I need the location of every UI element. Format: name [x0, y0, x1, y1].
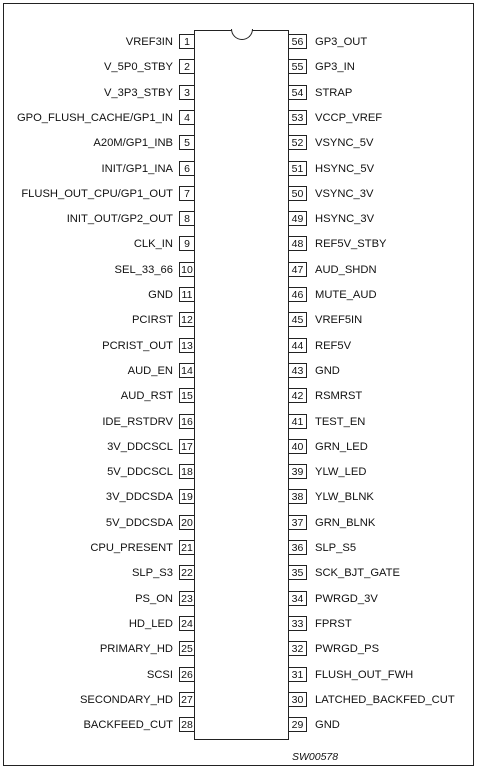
- pin-row-left: [0, 186, 195, 202]
- pin-name: REF5V: [315, 339, 352, 352]
- pin-row-right: [288, 236, 468, 252]
- pin-row-right: [288, 414, 468, 430]
- pin-name: V_3P3_STBY: [103, 86, 173, 99]
- pin-number: 32: [288, 641, 307, 656]
- pin-name: 5V_DDCSDA: [105, 516, 173, 529]
- pin-name: PRIMARY_HD: [99, 643, 173, 656]
- pin-number: 47: [288, 262, 307, 277]
- pin-name: STRAP: [315, 86, 353, 99]
- pin-name: SECONDARY_HD: [79, 693, 173, 706]
- pin-number: 51: [288, 161, 307, 176]
- pin-row-right: [288, 692, 468, 708]
- pin-name: 3V_DDCSDA: [105, 491, 173, 504]
- pin-row-left: [0, 85, 195, 101]
- pin-number: 2: [179, 59, 195, 74]
- pin-row-left: [0, 388, 195, 404]
- pin-number: 42: [288, 388, 307, 403]
- pin-name: V_5P0_STBY: [103, 61, 173, 74]
- pin-name: VSYNC_5V: [315, 137, 374, 150]
- pin-name: LATCHED_BACKFED_CUT: [315, 693, 455, 706]
- pin-number: 28: [179, 717, 195, 732]
- pin-row-left: [0, 34, 195, 50]
- pin-row-right: [288, 59, 468, 75]
- pin-name: CPU_PRESENT: [90, 542, 173, 554]
- pin-number: 24: [179, 616, 195, 631]
- pin-row-left: [0, 262, 195, 278]
- pin-name: HSYNC_3V: [315, 213, 375, 226]
- pin-number: 45: [288, 312, 307, 327]
- pin-number: 36: [288, 540, 307, 555]
- pin-row-right: [288, 135, 468, 151]
- pin-row-right: [288, 565, 468, 581]
- pin-number: 38: [288, 489, 307, 504]
- pin-number: 50: [288, 186, 307, 201]
- pin-number: 16: [179, 414, 195, 429]
- pin-number: 19: [179, 489, 195, 504]
- pin-name: IDE_RSTDRV: [102, 415, 173, 428]
- pin-row-left: [0, 616, 195, 632]
- pin-number: 27: [179, 692, 195, 707]
- pin-name: VREF3IN: [125, 36, 173, 48]
- pin-row-left: [0, 363, 195, 379]
- pin-name: GND: [315, 719, 340, 732]
- pin-name: GRN_BLNK: [315, 516, 376, 529]
- pin-number: 5: [179, 135, 195, 150]
- pin-number: 3: [179, 85, 195, 100]
- pin-number: 11: [179, 287, 195, 302]
- pin-name: SCSI: [146, 668, 173, 681]
- pin-number: 8: [179, 211, 195, 226]
- pin-number: 55: [288, 59, 307, 74]
- pin-number: 6: [179, 161, 195, 176]
- pin-name: RSMRST: [315, 390, 363, 403]
- pin-number: 39: [288, 464, 307, 479]
- pin-name: SEL_33_66: [114, 263, 173, 276]
- pin-row-right: [288, 489, 468, 505]
- pin-row-left: [0, 717, 195, 733]
- pin-number: 15: [179, 388, 195, 403]
- pin-number: 53: [288, 110, 307, 125]
- pin-number: 30: [288, 692, 307, 707]
- pin-number: 33: [288, 616, 307, 631]
- pin-row-right: [288, 717, 468, 733]
- pin-row-right: [288, 85, 468, 101]
- pin-number: 26: [179, 667, 195, 682]
- pin-name: GPO_FLUSH_CACHE/GP1_IN: [16, 111, 173, 124]
- pin-number: 37: [288, 515, 307, 530]
- pin-name: PCRIST_OUT: [102, 339, 173, 352]
- pin-number: 46: [288, 287, 307, 302]
- pin-row-right: [288, 439, 468, 455]
- pin-row-right: [288, 515, 468, 531]
- pin-row-right: [288, 34, 468, 50]
- pin-number: 34: [288, 591, 307, 606]
- pin-name: PWRGD_PS: [315, 643, 380, 656]
- pin-row-right: [288, 161, 468, 177]
- pin-row-right: [288, 641, 468, 657]
- pin-row-left: [0, 591, 195, 607]
- pin-row-left: [0, 312, 195, 328]
- pin-name: GP3_OUT: [315, 36, 368, 48]
- pin-number: 14: [179, 363, 195, 378]
- pin-row-right: [288, 363, 468, 379]
- pin-name: GP3_IN: [315, 61, 355, 74]
- pin-row-left: [0, 464, 195, 480]
- pin-number: 41: [288, 414, 307, 429]
- pin-number: 48: [288, 236, 307, 251]
- pin-number: 10: [179, 262, 195, 277]
- pin-name: HSYNC_5V: [315, 162, 375, 175]
- pin-number: 35: [288, 565, 307, 580]
- pin-row-right: [288, 464, 468, 480]
- pin-name: AUD_SHDN: [315, 263, 377, 276]
- pin-number: 4: [179, 110, 195, 125]
- pin-name: FLUSH_OUT_FWH: [315, 668, 414, 681]
- pin-name: SCK_BJT_GATE: [315, 567, 400, 580]
- pin-name: FPRST: [315, 617, 352, 630]
- pin-name: HD_LED: [128, 617, 173, 630]
- pin1-notch: [231, 29, 253, 40]
- pin-row-right: [288, 312, 468, 328]
- pin-name: YLW_BLNK: [315, 491, 374, 504]
- ic-package-body: [194, 30, 289, 740]
- pin-row-left: [0, 565, 195, 581]
- pin-name: PWRGD_3V: [315, 592, 378, 605]
- pin-row-right: [288, 540, 468, 556]
- pin-name: BACKFEED_CUT: [83, 719, 173, 732]
- pin-name: PCIRST: [131, 314, 173, 327]
- pin-row-left: [0, 692, 195, 708]
- pin-row-left: [0, 515, 195, 531]
- pin-number: 13: [179, 338, 195, 353]
- pin-number: 18: [179, 464, 195, 479]
- pin-number: 21: [179, 540, 195, 555]
- pin-row-left: [0, 211, 195, 227]
- figure-code: SW00578: [292, 751, 339, 763]
- pin-name: AUD_RST: [120, 390, 173, 403]
- pin-row-right: [288, 388, 468, 404]
- pin-name: VREF5IN: [315, 314, 363, 327]
- pin-name: SLP_S5: [315, 542, 357, 554]
- pin-number: 54: [288, 85, 307, 100]
- pin-row-right: [288, 667, 468, 683]
- pin-row-left: [0, 287, 195, 303]
- pin-number: 1: [179, 34, 195, 49]
- pin-row-right: [288, 186, 468, 202]
- pin-name: INIT_OUT/GP2_OUT: [66, 213, 173, 226]
- pin-row-left: [0, 489, 195, 505]
- pin-name: VCCP_VREF: [315, 111, 383, 124]
- pin-name: 5V_DDCSCL: [107, 466, 173, 479]
- pin-number: 49: [288, 211, 307, 226]
- pin-name: TEST_EN: [315, 415, 366, 428]
- pin-name: VSYNC_3V: [315, 187, 374, 200]
- pin-row-right: [288, 338, 468, 354]
- pin-number: 9: [179, 236, 195, 251]
- pin-row-left: [0, 641, 195, 657]
- pin-number: 23: [179, 591, 195, 606]
- pin-name: MUTE_AUD: [315, 289, 377, 301]
- pin-row-left: [0, 338, 195, 354]
- pin-row-left: [0, 135, 195, 151]
- pin-name: PS_ON: [135, 592, 173, 605]
- pin-name: GRN_LED: [315, 440, 368, 453]
- pin-row-left: [0, 110, 195, 126]
- pin-row-left: [0, 439, 195, 455]
- pin-number: 7: [179, 186, 195, 201]
- pin-number: 22: [179, 565, 195, 580]
- pin-row-right: [288, 262, 468, 278]
- pin-number: 56: [288, 34, 307, 49]
- pin-name: FLUSH_OUT_CPU/GP1_OUT: [21, 187, 173, 200]
- pin-row-left: [0, 59, 195, 75]
- pin-name: YLW_LED: [315, 466, 367, 479]
- pin-name: INIT/GP1_INA: [101, 162, 173, 175]
- pin-name: 3V_DDCSCL: [107, 440, 173, 453]
- pin-number: 44: [288, 338, 307, 353]
- pin-row-left: [0, 414, 195, 430]
- pin-row-right: [288, 110, 468, 126]
- pin-row-right: [288, 287, 468, 303]
- pin-row-right: [288, 591, 468, 607]
- pin-name: GND: [148, 289, 173, 301]
- pin-row-left: [0, 161, 195, 177]
- pin-number: 31: [288, 667, 307, 682]
- pin-row-left: [0, 667, 195, 683]
- pin-number: 40: [288, 439, 307, 454]
- pin-name: AUD_EN: [127, 364, 173, 377]
- pin-name: GND: [315, 364, 340, 377]
- pin-number: 20: [179, 515, 195, 530]
- pin-number: 25: [179, 641, 195, 656]
- pin-row-left: [0, 236, 195, 252]
- pin-number: 52: [288, 135, 307, 150]
- pin-row-left: [0, 540, 195, 556]
- pin-name: SLP_S3: [131, 567, 173, 580]
- pin-name: REF5V_STBY: [315, 238, 387, 251]
- pin-name: A20M/GP1_INB: [93, 137, 173, 150]
- pin-row-right: [288, 211, 468, 227]
- pin-number: 29: [288, 717, 307, 732]
- pin-number: 12: [179, 312, 195, 327]
- pin-row-right: [288, 616, 468, 632]
- pin-number: 17: [179, 439, 195, 454]
- pin-name: CLK_IN: [133, 238, 173, 251]
- pin-number: 43: [288, 363, 307, 378]
